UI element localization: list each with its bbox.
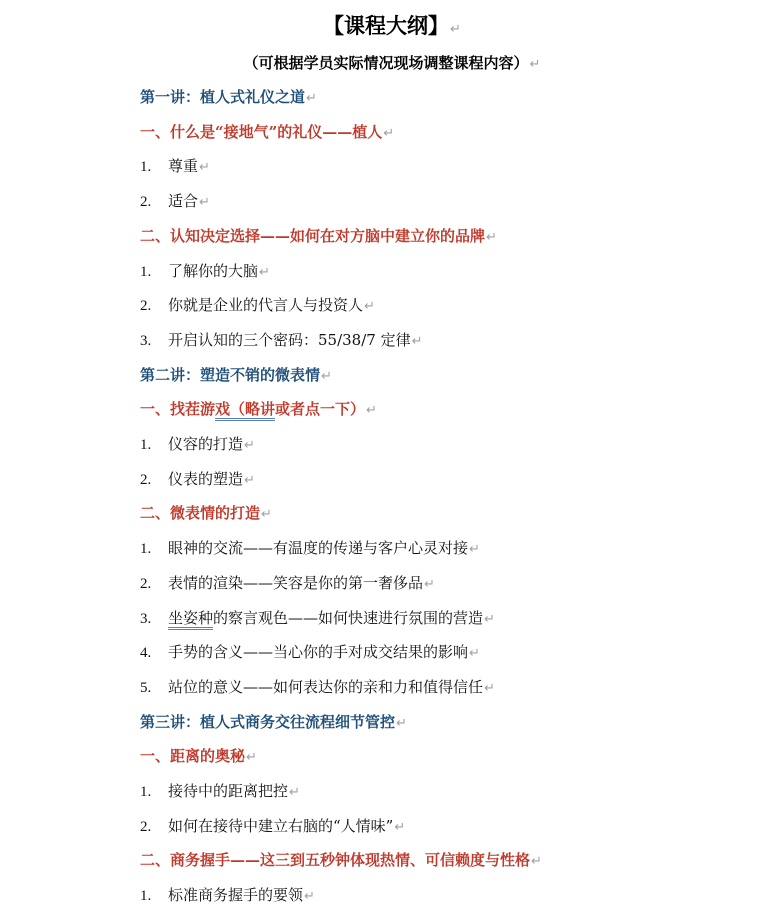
line-text: 如何在接待中建立右脑的“人情味” (168, 817, 394, 835)
line-text: 二、认知决定选择——如何在对方脑中建立你的品牌 (140, 227, 486, 245)
paragraph-mark-icon: ↵ (469, 646, 480, 661)
paragraph-mark-icon: ↵ (364, 299, 375, 314)
outline-subtitle: （可根据学员实际情况现场调整课程内容）↵ (243, 54, 541, 72)
paragraph-mark-icon: ↵ (289, 785, 300, 800)
line-text: 二、商务握手——这三到五秒钟体现热情、可信赖度与性格 (140, 851, 531, 869)
list-number: 4. (140, 645, 152, 661)
list-number: 1. (140, 784, 152, 800)
line-text: 开启认知的三个密码：55/38/7 定律 (168, 331, 411, 349)
line-text: 二、微表情的打造 (140, 504, 261, 522)
line-text: 接待中的距离把控 (168, 782, 289, 800)
list-item (140, 468, 255, 492)
line-text: 坐姿种的察言观色——如何快速进行氛围的营造 (168, 609, 483, 630)
line-text: 第一讲：植人式礼仪之道 (140, 88, 306, 106)
list-item (140, 155, 210, 179)
paragraph-mark-icon: ↵ (366, 403, 377, 418)
paragraph-mark-icon: ↵ (484, 612, 495, 627)
paragraph-mark-icon: ↵ (486, 230, 497, 245)
list-number: 2. (140, 298, 152, 314)
lecture-heading (140, 364, 332, 388)
paragraph-mark-icon: ↵ (199, 195, 210, 210)
list-number: 2. (140, 472, 152, 488)
section-heading (140, 398, 377, 422)
paragraph-mark-icon: ↵ (411, 334, 423, 349)
paragraph-mark-icon: ↵ (531, 854, 542, 869)
outline-title: 【课程大纲】↵ (323, 13, 461, 38)
list-number: 3. (140, 333, 152, 349)
list-item (140, 676, 495, 700)
paragraph-mark-icon: ↵ (244, 473, 255, 488)
line-text: 了解你的大脑 (168, 262, 259, 280)
list-item (140, 260, 270, 284)
paragraph-mark-icon: ↵ (261, 507, 272, 522)
list-number: 2. (140, 194, 152, 210)
lecture-heading (140, 86, 317, 110)
line-text: 第二讲：塑造不销的微表情 (140, 366, 321, 384)
paragraph-mark-icon: ↵ (321, 369, 332, 384)
section-heading (140, 225, 497, 249)
list-item (140, 572, 435, 596)
paragraph-mark-icon: ↵ (394, 820, 406, 835)
list-number: 1. (140, 541, 152, 557)
list-number: 5. (140, 680, 152, 696)
list-item (140, 190, 210, 214)
list-item (140, 641, 480, 665)
list-item (140, 780, 300, 804)
line-text: 尊重 (168, 157, 199, 175)
paragraph-mark-icon: ↵ (450, 22, 461, 37)
list-number: 1. (140, 888, 152, 904)
list-item (140, 884, 315, 908)
list-item (140, 607, 495, 631)
paragraph-mark-icon: ↵ (306, 91, 317, 106)
paragraph-mark-icon: ↵ (383, 126, 395, 141)
list-number: 1. (140, 437, 152, 453)
line-text: 一、找茬游戏（略讲或者点一下） (140, 400, 365, 421)
grammar-underline: 坐姿种 (168, 609, 213, 630)
list-item (140, 329, 423, 353)
line-text: 标准商务握手的要领 (168, 886, 304, 904)
section-heading (140, 849, 542, 873)
section-heading (140, 502, 272, 526)
list-item (140, 433, 255, 457)
paragraph-mark-icon: ↵ (424, 577, 435, 592)
list-number: 1. (140, 159, 152, 175)
line-text: 一、什么是“接地气”的礼仪——植人 (140, 123, 383, 141)
list-item (140, 815, 405, 839)
line-text: 一、距离的奥秘 (140, 747, 246, 765)
paragraph-mark-icon: ↵ (484, 681, 495, 696)
paragraph-mark-icon: ↵ (396, 716, 407, 731)
paragraph-mark-icon: ↵ (259, 265, 270, 280)
line-text: 仪容的打造 (168, 435, 244, 453)
paragraph-mark-icon: ↵ (199, 160, 210, 175)
paragraph-mark-icon: ↵ (469, 542, 480, 557)
paragraph-mark-icon: ↵ (244, 438, 255, 453)
list-item (140, 537, 480, 561)
line-text: 仪表的塑造 (168, 470, 244, 488)
line-text: 你就是企业的代言人与投资人 (168, 296, 364, 314)
list-number: 2. (140, 819, 152, 835)
list-number: 1. (140, 264, 152, 280)
paragraph-mark-icon: ↵ (246, 750, 257, 765)
line-text: 表情的渲染——笑容是你的第一奢侈品 (168, 574, 424, 592)
lecture-heading (140, 711, 407, 735)
paragraph-mark-icon: ↵ (529, 57, 541, 72)
section-heading (140, 745, 257, 769)
line-text: 眼神的交流——有温度的传递与客户心灵对接 (168, 539, 469, 557)
section-heading (140, 121, 394, 145)
grammar-underline: 戏（略讲 (215, 400, 275, 421)
line-text: 手势的含义——当心你的手对成交结果的影响 (168, 643, 469, 661)
line-text: 站位的意义——如何表达你的亲和力和值得信任 (168, 678, 484, 696)
list-item (140, 294, 375, 318)
line-text: 第三讲：植人式商务交往流程细节管控 (140, 713, 396, 731)
paragraph-mark-icon: ↵ (304, 889, 315, 904)
list-number: 2. (140, 576, 152, 592)
line-text: 适合 (168, 192, 199, 210)
list-number: 3. (140, 611, 152, 627)
